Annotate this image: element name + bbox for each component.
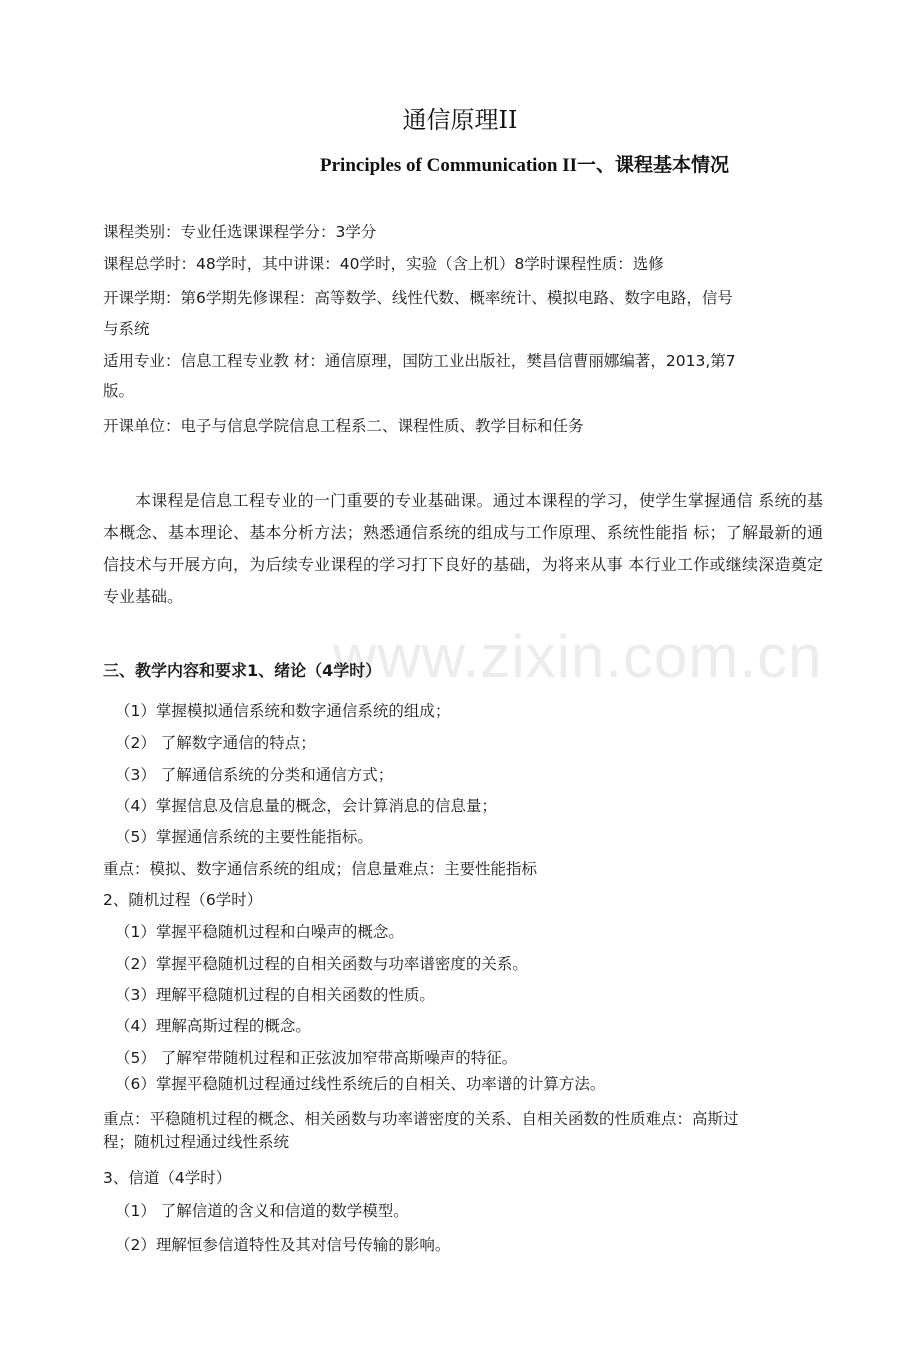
ch2-item: （1）掌握平稳随机过程和白噪声的概念。 bbox=[115, 923, 404, 941]
ch1-item: （2） 了解数字通信的特点； bbox=[115, 734, 316, 752]
ch1-item: （1）掌握模拟通信系统和数字通信系统的组成； bbox=[115, 702, 451, 720]
document-subtitle: Principles of Communication II一、课程基本情况 bbox=[320, 155, 730, 176]
ch1-item: （4）掌握信息及信息量的概念，会计算消息的信息量； bbox=[115, 797, 497, 815]
info-line-semester: 开课学期：第6学期先修课程：高等数学、线性代数、概率统计、模拟电路、数字电路，信号 bbox=[103, 289, 733, 307]
ch2-item: （2）掌握平稳随机过程的自相关函数与功率谱密度的关系。 bbox=[115, 955, 528, 973]
ch3-heading: 3、信道（4学时） bbox=[103, 1169, 232, 1187]
ch1-keypoints: 重点：模拟、数字通信系统的组成；信息量难点：主要性能指标 bbox=[103, 860, 538, 878]
ch3-item: （1） 了解信道的含义和信道的数学模型。 bbox=[115, 1202, 409, 1220]
info-line-unit: 开课单位：电子与信息学院信息工程系二、课程性质、教学目标和任务 bbox=[103, 417, 584, 435]
ch2-keypoints-cont: 程；随机过程通过线性系统 bbox=[103, 1133, 290, 1151]
info-line-semester-cont: 与系统 bbox=[103, 320, 150, 338]
info-line-category: 课程类别：专业任选课课程学分：3学分 bbox=[103, 223, 377, 241]
section3-heading: 三、教学内容和要求1、绪论（4学时） bbox=[103, 661, 382, 680]
ch2-item: （3）理解平稳随机过程的自相关函数的性质。 bbox=[115, 986, 435, 1004]
watermark: www.zixin.com.cn bbox=[333, 623, 823, 690]
ch2-item: （4）理解高斯过程的概念。 bbox=[115, 1017, 311, 1035]
ch2-heading: 2、随机过程（6学时） bbox=[103, 891, 263, 909]
ch1-item: （5）掌握通信系统的主要性能指标。 bbox=[115, 828, 373, 846]
ch1-item: （3） 了解通信系统的分类和通信方式； bbox=[115, 766, 394, 784]
ch3-item: （2）理解恒参信道特性及其对信号传输的影响。 bbox=[115, 1236, 451, 1254]
info-line-major-cont: 版。 bbox=[103, 382, 135, 400]
ch2-keypoints: 重点：平稳随机过程的概念、相关函数与功率谱密度的关系、自相关函数的性质难点：高斯过 bbox=[103, 1110, 739, 1128]
intro-paragraph: 本课程是信息工程专业的一门重要的专业基础课。通过本课程的学习，使学生掌握通信 系统的基本概念、基本理论、基本分析方法；熟悉通信系统的组成与工作原理、系统性能指 标；了解最新的通信技术与开展方向，为后续专业课程的学习打下良好的基础，为将来从事 本行业工作或继续深造奠定专业基础。 bbox=[103, 491, 823, 606]
ch2-item: （6）掌握平稳随机过程通过线性系统后的自相关、功率谱的计算方法。 bbox=[115, 1075, 606, 1093]
ch2-item: （5） 了解窄带随机过程和正弦波加窄带高斯噪声的特征。 bbox=[115, 1049, 518, 1067]
info-line-major: 适用专业：信息工程专业教 材：通信原理，国防工业出版社，樊昌信曹丽娜编著，2013,第7 bbox=[103, 352, 736, 370]
info-line-hours: 课程总学时：48学时，其中讲课：40学时，实验（含上机）8学时课程性质：选修 bbox=[103, 255, 664, 273]
document-title: 通信原理II bbox=[402, 106, 518, 134]
